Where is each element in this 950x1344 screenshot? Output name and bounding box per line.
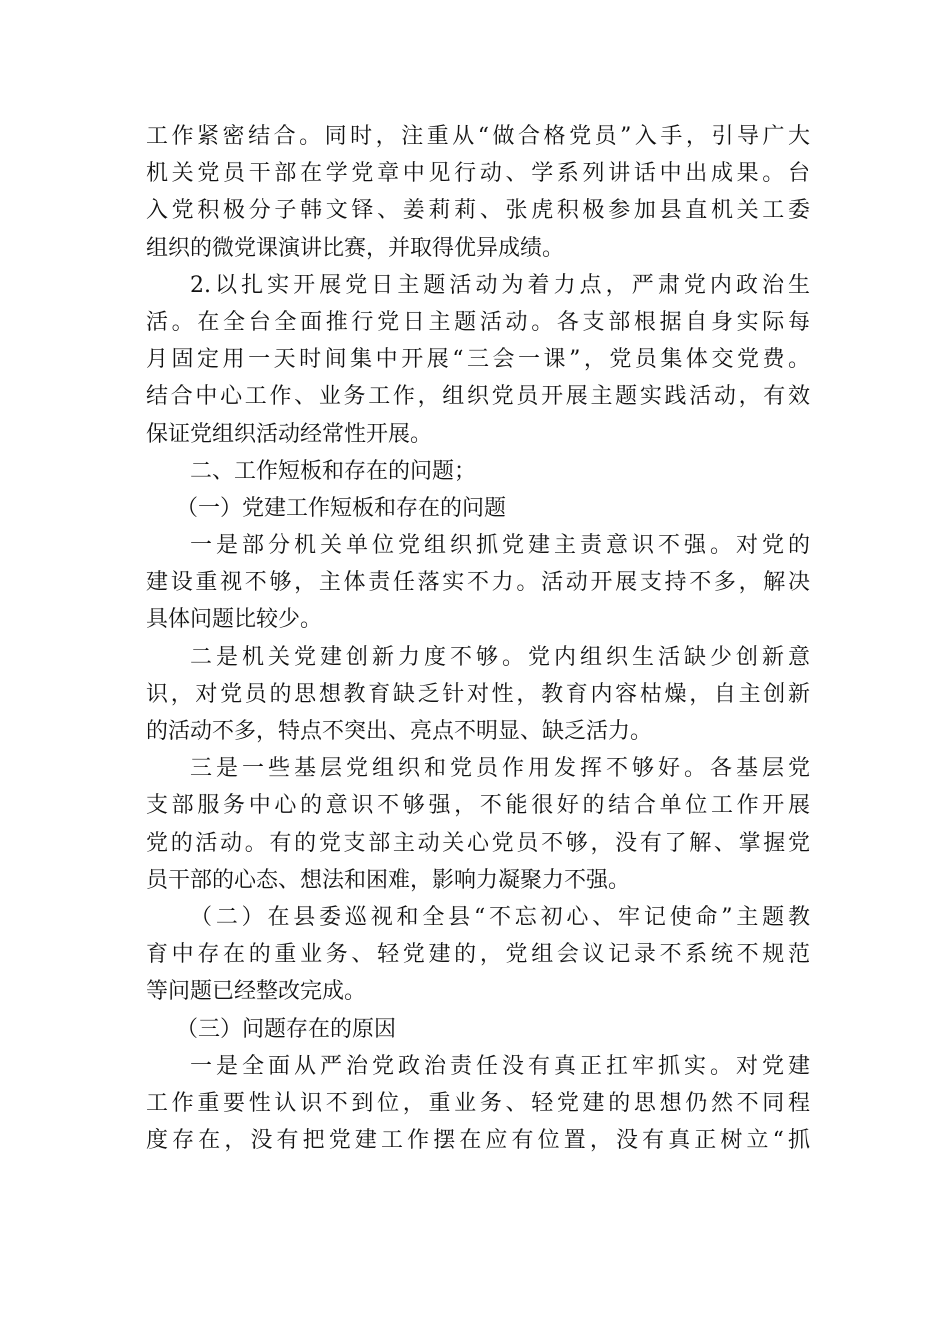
text-line: 入党积极分子韩文铎、姜莉莉、张虎积极参加县直机关工委 bbox=[146, 198, 810, 224]
text-line: 工作紧密结合。同时，注重从“做合格党员”入手，引导广大 bbox=[146, 124, 810, 149]
text-line: 识，对党员的思想教育缺乏针对性，教育内容枯燥，自主创新 bbox=[146, 681, 810, 707]
document-page bbox=[146, 118, 810, 1159]
text-line: 二、工作短板和存在的问题； bbox=[190, 458, 477, 484]
text-line: 二是机关党建创新力度不够。党内组织生活缺少创新意 bbox=[190, 644, 810, 670]
text-line: 党的活动。有的党支部主动关心党员不够，没有了解、掌握党 bbox=[146, 830, 810, 856]
text-line: 2.以扎实开展党日主题活动为着力点，严肃党内政治生 bbox=[190, 272, 810, 298]
text-line: 度存在，没有把党建工作摆在应有位置，没有真正树立“抓 bbox=[146, 1128, 810, 1154]
text-line: 保证党组织活动经常性开展。 bbox=[146, 421, 433, 447]
text-line: （一）党建工作短板和存在的问题 bbox=[176, 495, 507, 521]
text-line: 的活动不多，特点不突出、亮点不明显、缺乏活力。 bbox=[146, 719, 653, 744]
text-line: 结合中心工作、业务工作，组织党员开展主题实践活动，有效 bbox=[146, 384, 810, 410]
text-line: 月固定用一天时间集中开展“三会一课”，党员集体交党费。 bbox=[146, 347, 810, 373]
text-line: 工作重要性认识不到位，重业务、轻党建的思想仍然不同程 bbox=[146, 1090, 810, 1116]
text-line: 一是全面从严治党政治责任没有真正扛牢抓实。对党建 bbox=[190, 1053, 810, 1079]
text-line: 育中存在的重业务、轻党建的，党组会议记录不系统不规范 bbox=[146, 942, 810, 968]
text-line: 一是部分机关单位党组织抓党建主责意识不强。对党的 bbox=[190, 533, 810, 559]
text-line: 等问题已经整改完成。 bbox=[146, 979, 367, 1005]
text-line: 员干部的心态、想法和困难，影响力凝聚力不强。 bbox=[146, 867, 631, 893]
text-line: （三）问题存在的原因 bbox=[176, 1016, 397, 1042]
text-line: 建设重视不够，主体责任落实不力。活动开展支持不多，解决 bbox=[146, 570, 810, 596]
text-line: 机关党员干部在学党章中见行动、学系列讲话中出成果。台 bbox=[146, 161, 810, 187]
text-line: （二）在县委巡视和全县“不忘初心、牢记使命”主题教 bbox=[190, 904, 810, 930]
text-line: 组织的微党课演讲比赛，并取得优异成绩。 bbox=[146, 235, 565, 261]
text-line: 活。在全台全面推行党日主题活动。各支部根据自身实际每 bbox=[146, 309, 810, 335]
text-line: 具体问题比较少。 bbox=[146, 607, 323, 633]
text-line: 支部服务中心的意识不够强，不能很好的结合单位工作开展 bbox=[146, 793, 810, 819]
text-line: 三是一些基层党组织和党员作用发挥不够好。各基层党 bbox=[190, 756, 810, 782]
